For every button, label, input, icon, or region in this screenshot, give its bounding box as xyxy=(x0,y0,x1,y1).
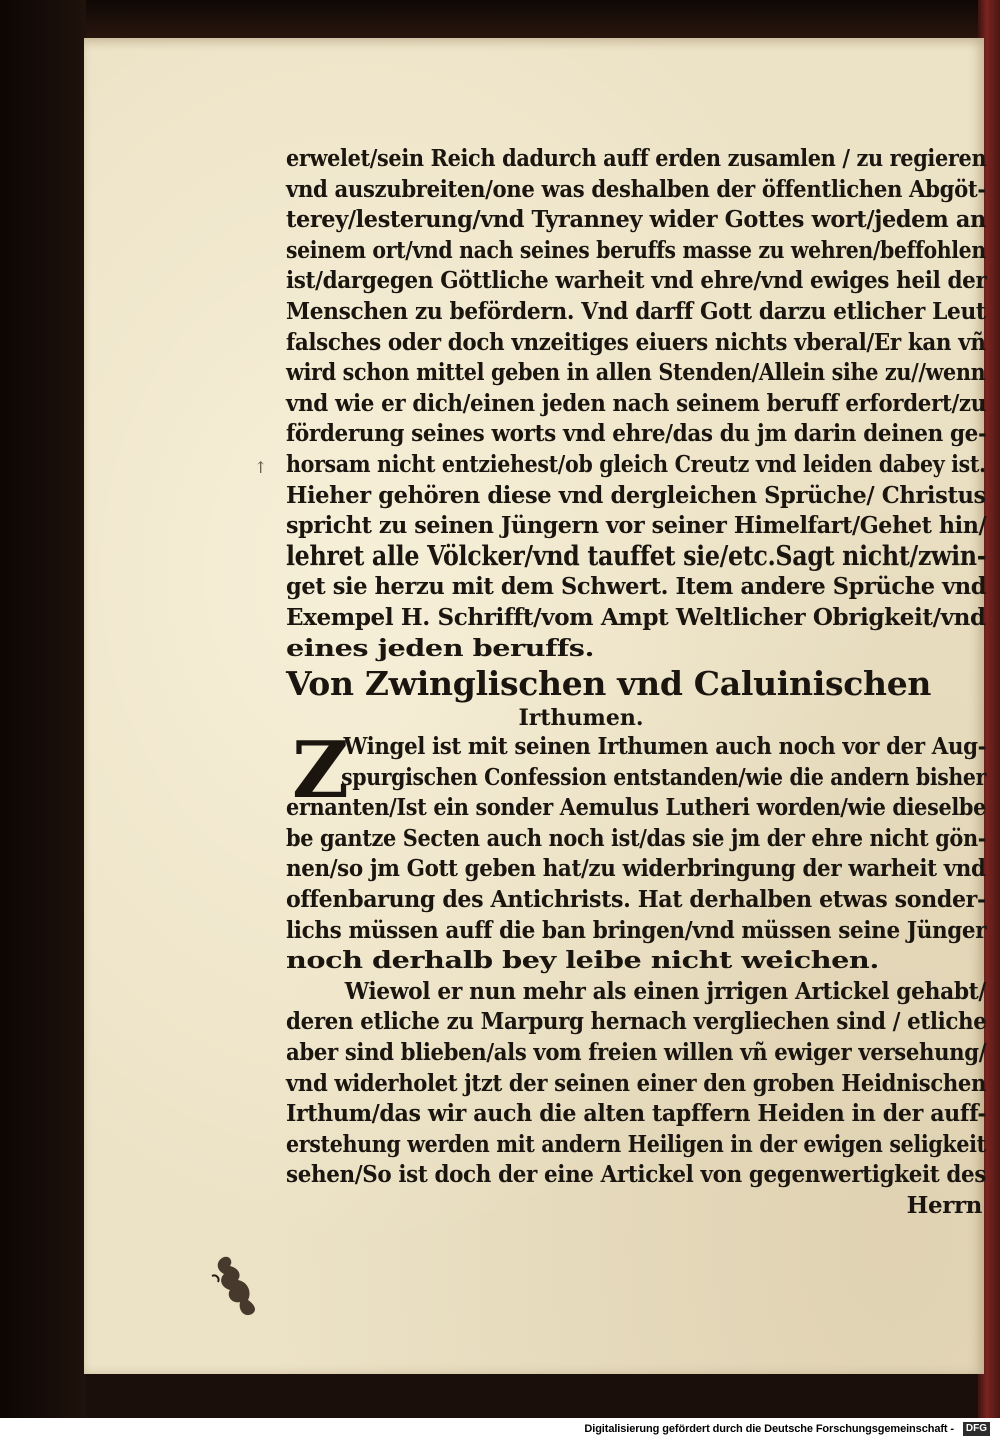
text-line: förderung seines worts vnd ehre/das du jm darin deinen ge- xyxy=(286,420,987,448)
text-line: falsches oder doch vnzeitiges eiuers nichts vberal/Er kan vñ xyxy=(286,328,986,356)
ink-stain-icon xyxy=(208,1252,268,1318)
text-line: vnd auszubreiten/one was deshalben der öffentlichen Abgöt- xyxy=(286,175,986,203)
drop-cap-initial: Z xyxy=(292,725,349,817)
text-line: aber sind blieben/als vom freien willen vñ ewiger versehung/ xyxy=(286,1039,987,1067)
section-subheading: Irthumen. xyxy=(518,705,644,732)
text-line: Menschen zu befördern. Vnd darff Gott darzu etlicher Leut xyxy=(286,297,986,325)
text-line: deren etliche zu Marpurg hernach vergliechen sind / etliche xyxy=(286,1008,987,1036)
text-line: seinem ort/vnd nach seines beruffs masse zu wehren/beffohlen xyxy=(286,236,986,264)
text-line: get sie herzu mit dem Schwert. Item andere Sprüche vnd xyxy=(286,573,987,601)
text-line: vnd wie er dich/einen jeden nach seinem beruff erfordert/zu xyxy=(286,389,986,417)
text-line: wird schon mittel geben in allen Stenden/Allein sihe zu//wenn xyxy=(286,359,986,387)
text-block xyxy=(286,144,986,1222)
text-line: nen/so jm Gott geben hat/zu widerbringung der warheit vnd xyxy=(286,855,986,883)
initial-lines xyxy=(286,732,986,793)
text-line: Irthum/das wir auch die alten tapffern Heiden in der auff- xyxy=(286,1100,987,1128)
footer-credit: Digitalisierung gefördert durch die Deutsche Forschungsgemeinschaft - xyxy=(584,1423,954,1435)
text-section-4 xyxy=(286,1007,986,1191)
text-line: erstehung werden mit andern Heiligen in der ewigen seligkeit xyxy=(286,1130,986,1158)
text-line: Exempel H. Schrifft/vom Ampt Weltlicher Obrigkeit/vnd xyxy=(286,603,986,631)
text-line: offenbarung des Antichrists. Hat derhalben etwas sonder- xyxy=(286,886,986,914)
margin-mark: ↑ xyxy=(254,458,268,477)
section-heading: Von Zwinglischen vnd Caluinischen xyxy=(286,664,932,704)
text-line: erwelet/sein Reich dadurch auff erden zusamlen / zu regieren xyxy=(286,145,987,172)
text-line: spricht zu seinen Jüngern vor seiner Himelfart/Gehet hin/ xyxy=(286,512,987,540)
text-section-3 xyxy=(286,793,986,977)
dfg-logo: DFG xyxy=(963,1422,990,1436)
catchword: Herrn xyxy=(906,1192,982,1219)
text-section-2 xyxy=(286,572,986,664)
text-line: sehen/So ist doch der eine Artickel von gegenwertigkeit des xyxy=(286,1161,987,1189)
binding-left-edge xyxy=(0,0,86,1418)
footer-bar xyxy=(0,1418,1000,1441)
text-line: vnd widerholet jtzt der seinen einer den groben Heidnischen xyxy=(286,1069,986,1097)
text-line: be gantze Secten auch noch ist/das sie jm der ehre nicht gön- xyxy=(286,824,987,852)
text-section-1 xyxy=(286,144,986,542)
text-line: lichs müssen auff die ban bringen/vnd müssen seine Jünger xyxy=(286,916,987,944)
text-line: ernanten/Ist ein sonder Aemulus Lutheri worden/wie dieselbe xyxy=(286,794,986,822)
text-line: Wingel ist mit seinen Irthumen auch noch vor der Aug- xyxy=(343,733,987,761)
text-line: noch derhalb bey leibe nicht weichen. xyxy=(286,947,879,975)
binding-top-edge xyxy=(0,0,1000,40)
paragraph-first-line: Wiewol er nun mehr als einen jrrigen Artickel gehabt/ xyxy=(344,977,986,1005)
text-line-large: lehret alle Völcker/vnd tauffet sie/etc.Sagt nicht/zwin- xyxy=(286,540,987,572)
text-line: spurgischen Confession entstanden/wie die andern bisher xyxy=(341,763,987,791)
text-line: eines jeden beruffs. xyxy=(286,634,594,662)
text-line: ist/dargegen Göttliche warheit vnd ehre/vnd ewiges heil der xyxy=(286,267,987,295)
text-line: terey/lesterung/vnd Tyranney wider Gottes wort/jedem an xyxy=(286,206,986,234)
text-line: Hieher gehören diese vnd dergleichen Sprüche/ Christus xyxy=(286,481,986,509)
text-line: horsam nicht entziehest/ob gleich Creutz vnd leiden dabey ist. xyxy=(286,450,986,478)
